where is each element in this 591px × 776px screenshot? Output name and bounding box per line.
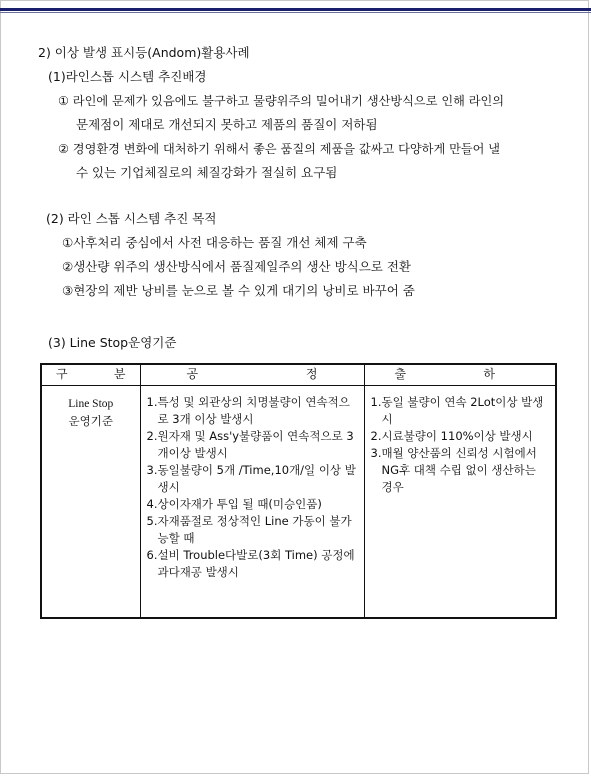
criteria-table: [40, 363, 557, 619]
list-item: 2. 시료불량이 110%이상 발생시: [370, 429, 533, 443]
criteria-heading: (3) Line Stop운영기준: [48, 335, 177, 350]
list-item: 1. 특성 및 외관상의 치명불량이 연속적으로 3개 이상 발생시: [146, 395, 350, 426]
list-item: 5. 자재품절로 정상적인 Line 가동이 불가능할 때: [146, 514, 352, 545]
list-item: 3. 동일불량이 5개 /Time,10개/일 이상 발생시: [146, 463, 356, 494]
list-item: 4. 상이자재가 투입 될 때(미승인품): [146, 497, 322, 511]
table-header-row: [41, 364, 556, 386]
header-category: 구 분: [41, 364, 140, 386]
header-shipping: 출 하: [364, 364, 556, 386]
background-item-1-line-1: ① 라인에 문제가 있음에도 불구하고 물량위주의 밀어내기 생산방식으로 인해 라인의: [58, 94, 505, 108]
category-cell: Line Stop 운영기준: [41, 386, 140, 618]
background-item-1-line-2: 문제점이 제대로 개선되지 못하고 제품의 품질이 저하됨: [76, 117, 378, 132]
list-item: 1. 동일 불량이 연속 2Lot이상 발생시: [370, 395, 544, 426]
table-row: [41, 386, 556, 618]
process-cell: [140, 386, 364, 618]
background-item-2-line-1: ② 경영환경 변화에 대처하기 위해서 좋은 품질의 제품을 값싸고 다양하게 만들어 낼: [58, 142, 501, 156]
purpose-item: ①사후처리 중심에서 사전 대응하는 품질 개선 체제 구축: [62, 235, 367, 250]
section-title: 2) 이상 발생 표시등(Andom)활용사례: [38, 45, 250, 60]
list-item: 3. 매월 양산품의 신뢰성 시험에서 NG후 대책 수립 없이 생산하는 경우: [370, 446, 537, 494]
purpose-item: ③현장의 제반 낭비를 눈으로 볼 수 있게 대기의 낭비로 바꾸어 줌: [62, 283, 415, 298]
list-item: 6. 설비 Trouble다발로(3회 Time) 공정에 과다재공 발생시: [146, 548, 355, 579]
header-rule-thin: [0, 12, 591, 13]
header-rule: [0, 8, 591, 11]
shipping-cell: [364, 386, 556, 618]
background-heading: (1)라인스톱 시스템 추진배경: [48, 69, 207, 84]
list-item: 2. 원자재 및 Ass'y불량품이 연속적으로 3개이상 발생시: [146, 429, 354, 460]
purpose-item: ②생산량 위주의 생산방식에서 품질제일주의 생산 방식으로 전환: [62, 259, 411, 274]
background-item-2-line-2: 수 있는 기업체질로의 체질강화가 절실히 요구됨: [76, 165, 338, 180]
purpose-heading: (2) 라인 스톱 시스템 추진 목적: [46, 211, 217, 226]
header-process: 공 정: [140, 364, 364, 386]
